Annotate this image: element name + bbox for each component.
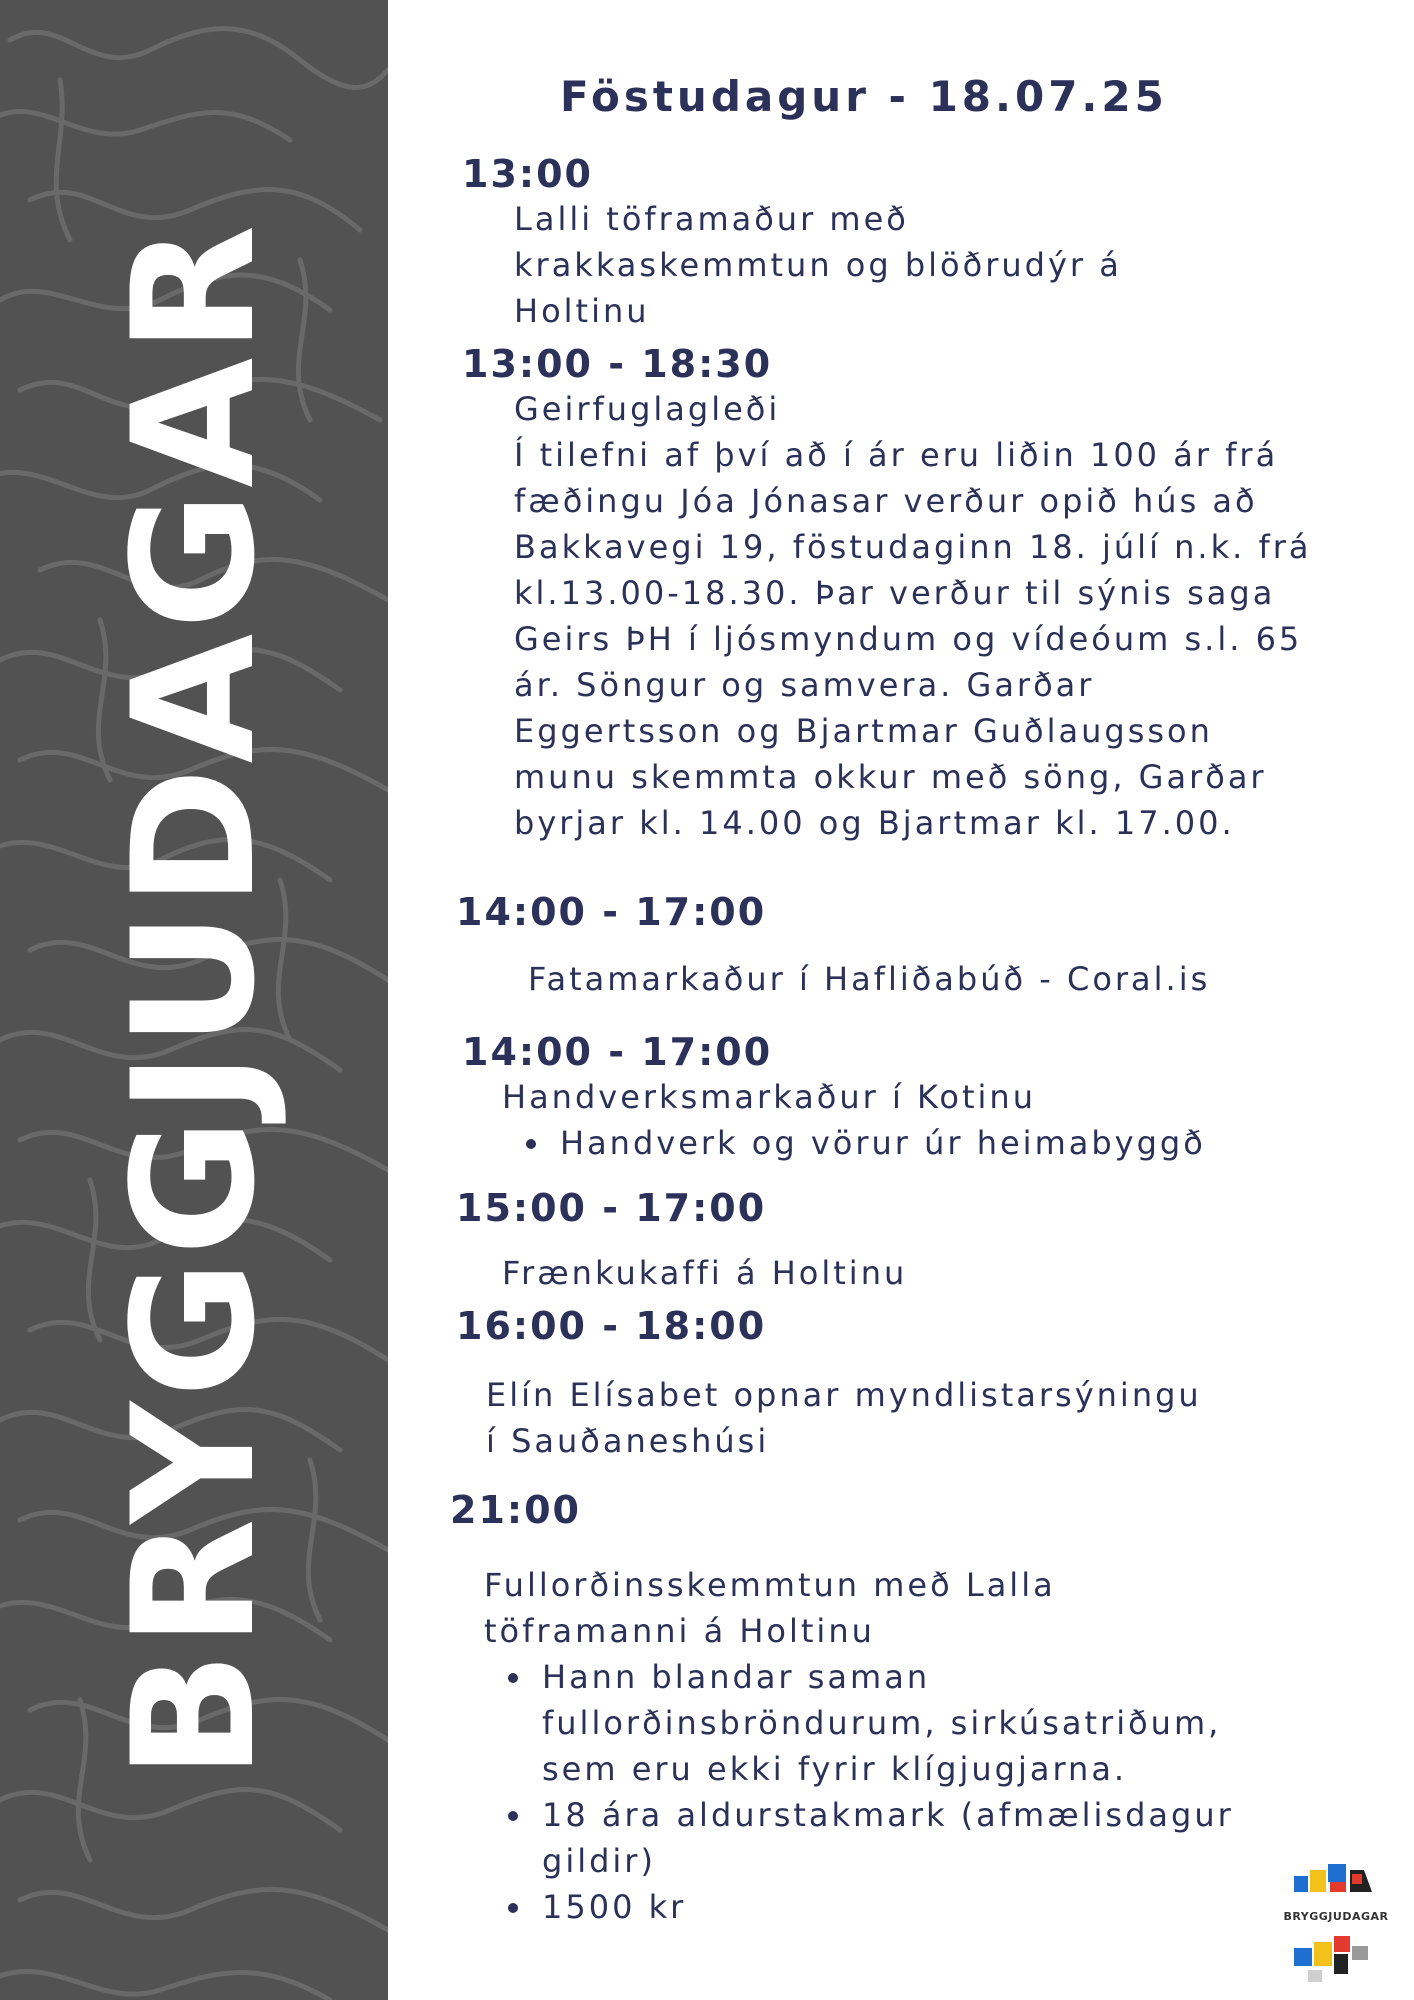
event-bullet: Handverk og vörur úr heimabyggð bbox=[560, 1120, 1206, 1166]
event-line: Elín Elísabet opnar myndlistarsýningu bbox=[486, 1376, 1202, 1414]
event-line: ár. Söngur og samvera. Garðar bbox=[514, 666, 1095, 704]
event-line: Bakkavegi 19, föstudaginn 18. júlí n.k. frá bbox=[514, 528, 1312, 566]
event-line: Fullorðinsskemmtun með Lalla bbox=[484, 1566, 1056, 1604]
event-line: krakkaskemmtun og blöðrudýr á bbox=[514, 246, 1122, 284]
event-time: 16:00 - 18:00 bbox=[456, 1304, 767, 1348]
event-line: kl.13.00-18.30. Þar verður til sýnis saga bbox=[514, 574, 1276, 612]
event-time: 15:00 - 17:00 bbox=[456, 1186, 767, 1230]
sidebar-title: BRYGGJUDAGAR bbox=[96, 220, 292, 1780]
bryggjudagar-logo-icon bbox=[1280, 1862, 1392, 1990]
event-bullet: Hann blandar saman bbox=[542, 1654, 930, 1700]
event-line: fæðingu Jóa Jónasar verður opið hús að bbox=[514, 482, 1258, 520]
event-line: Geirfuglagleði bbox=[514, 390, 781, 428]
event-bullet-continuation: fullorðinsbröndurum, sirkúsatriðum, bbox=[542, 1704, 1222, 1742]
event-time: 14:00 - 17:00 bbox=[462, 1030, 773, 1074]
event-bullet: 18 ára aldurstakmark (afmælisdagur bbox=[542, 1792, 1234, 1838]
event-line: Holtinu bbox=[514, 292, 650, 330]
sidebar-panel bbox=[0, 0, 388, 2000]
event-line: Eggertsson og Bjartmar Guðlaugsson bbox=[514, 712, 1213, 750]
event-line: í Sauðaneshúsi bbox=[486, 1422, 770, 1460]
event-line: munu skemmta okkur með söng, Garðar bbox=[514, 758, 1267, 796]
event-bullet: 1500 kr bbox=[542, 1884, 686, 1930]
event-line: Í tilefni af því að í ár eru liðin 100 ár frá bbox=[514, 436, 1279, 474]
day-title: Föstudagur - 18.07.25 bbox=[560, 72, 1168, 121]
event-line: Geirs ÞH í ljósmyndum og vídeóum s.l. 65 bbox=[514, 620, 1303, 658]
event-bullet-continuation: sem eru ekki fyrir klígjugjarna. bbox=[542, 1750, 1128, 1788]
event-time: 13:00 bbox=[462, 152, 593, 196]
event-line: Fatamarkaður í Hafliðabúð - Coral.is bbox=[528, 960, 1211, 998]
event-line: Frænkukaffi á Holtinu bbox=[502, 1254, 908, 1292]
logo-text: BRYGGJUDAGAR bbox=[1283, 1910, 1389, 1923]
event-line: Lalli töframaður með bbox=[514, 200, 909, 238]
event-time: 14:00 - 17:00 bbox=[456, 890, 767, 934]
event-bullet-continuation: gildir) bbox=[542, 1842, 656, 1880]
event-time: 13:00 - 18:30 bbox=[462, 342, 773, 386]
event-time: 21:00 bbox=[450, 1488, 581, 1532]
schedule-content bbox=[388, 0, 1414, 2000]
event-line: Handverksmarkaður í Kotinu bbox=[502, 1078, 1036, 1116]
event-line: byrjar kl. 14.00 og Bjartmar kl. 17.00. bbox=[514, 804, 1235, 842]
event-line: töframanni á Holtinu bbox=[484, 1612, 875, 1650]
